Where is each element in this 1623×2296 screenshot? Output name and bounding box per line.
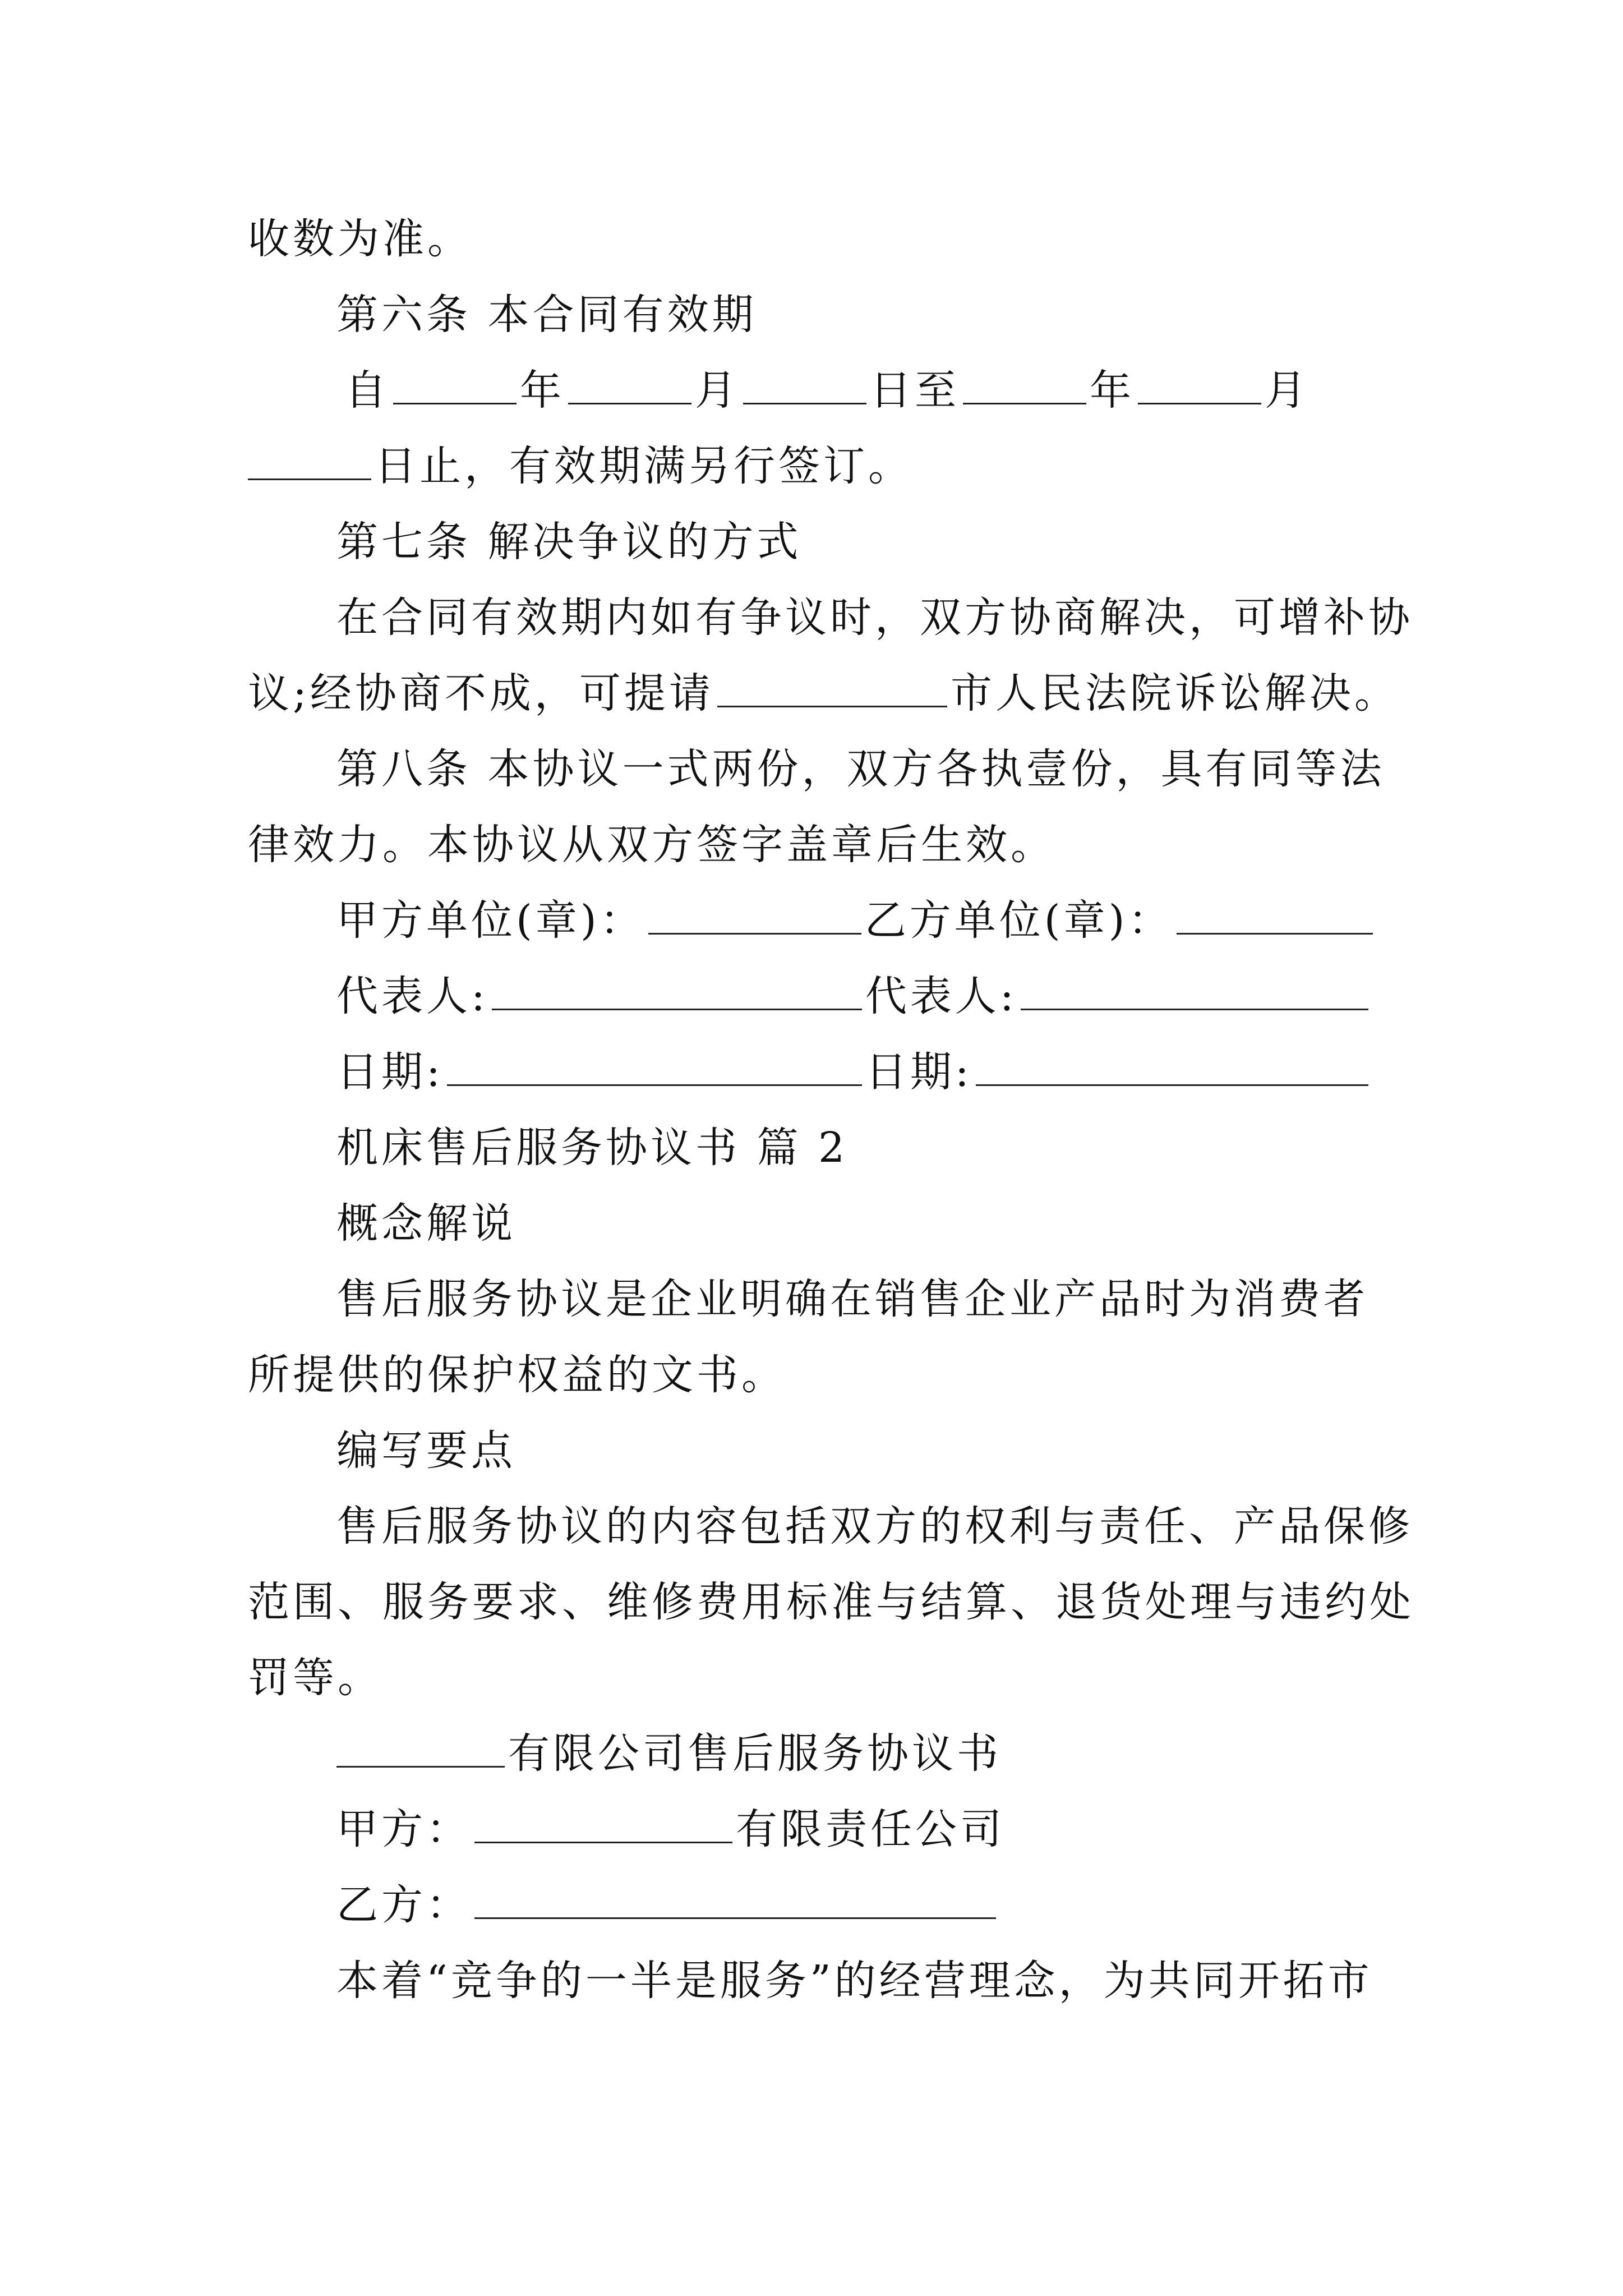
signature-line bbox=[336, 1046, 1372, 1098]
paragraph-line bbox=[248, 668, 1399, 719]
text: 范围、服务要求、维修费用标准与结算、退货处理与违约处 bbox=[248, 1578, 1414, 1626]
text: 在合同有效期内如有争议时，双方协商解决，可增补协 bbox=[336, 593, 1413, 642]
subheading bbox=[336, 1425, 516, 1476]
text: 月 bbox=[695, 366, 740, 415]
party-a-date-label: 日期: bbox=[336, 1048, 444, 1096]
text: 月 bbox=[1265, 366, 1310, 415]
text: 日止，有效期满另行签订。 bbox=[375, 442, 913, 490]
text: 概念解说 bbox=[336, 1199, 516, 1248]
text: 市人民法院诉讼解决。 bbox=[950, 669, 1399, 717]
paragraph-line bbox=[336, 1273, 1368, 1325]
party-a-representative-label: 代表人: bbox=[336, 972, 488, 1020]
paragraph-line bbox=[336, 1955, 1373, 2007]
paragraph-line bbox=[336, 592, 1413, 643]
party-line bbox=[336, 1879, 999, 1931]
paragraph-line bbox=[248, 1349, 786, 1401]
blank-line bbox=[336, 1732, 505, 1768]
text: 售后服务协议是企业明确在销售企业产品时为消费者 bbox=[336, 1275, 1368, 1323]
text: 编写要点 bbox=[336, 1427, 516, 1475]
paragraph-line bbox=[248, 440, 913, 492]
signature-line bbox=[336, 970, 1372, 1022]
blank-line bbox=[568, 369, 691, 404]
blank-line bbox=[743, 369, 866, 404]
text: 第六条 本合同有效期 bbox=[336, 291, 757, 339]
text: 售后服务协议的内容包括双方的权利与责任、产品保修 bbox=[336, 1502, 1413, 1550]
signature-line bbox=[336, 895, 1376, 946]
text: 自 bbox=[345, 366, 390, 415]
text: 议;经协商不成，可提请 bbox=[248, 669, 714, 717]
article-heading bbox=[336, 289, 757, 341]
paragraph-line bbox=[248, 213, 472, 265]
text: 罚等。 bbox=[248, 1654, 382, 1702]
subheading bbox=[336, 1198, 516, 1249]
text: 有限公司售后服务协议书 bbox=[508, 1729, 1002, 1778]
blank-line bbox=[717, 672, 947, 707]
party-a-label: 甲方： bbox=[336, 1805, 471, 1853]
text: 年 bbox=[1090, 366, 1135, 415]
party-a-unit-label: 甲方单位(章)： bbox=[336, 896, 645, 945]
section-title bbox=[336, 1122, 848, 1174]
paragraph-line bbox=[336, 1501, 1413, 1552]
blank-line bbox=[963, 369, 1086, 404]
text: 第七条 解决争议的方式 bbox=[336, 518, 802, 566]
text: 所提供的保护权益的文书。 bbox=[248, 1351, 786, 1399]
blank-line bbox=[447, 1051, 862, 1086]
blank-line bbox=[976, 1051, 1368, 1086]
blank-line bbox=[492, 975, 862, 1010]
party-b-unit-label: 乙方单位(章)： bbox=[864, 896, 1173, 945]
blank-line bbox=[1177, 899, 1373, 935]
blank-line bbox=[248, 445, 371, 480]
article-heading bbox=[336, 743, 1385, 795]
blank-line bbox=[474, 1808, 732, 1843]
blank-line bbox=[1021, 975, 1368, 1010]
article-heading bbox=[336, 516, 802, 568]
paragraph-line bbox=[345, 365, 1310, 416]
party-b-date-label: 日期: bbox=[865, 1048, 972, 1096]
text: 机床售后服务协议书 篇 2 bbox=[336, 1124, 849, 1172]
blank-line bbox=[393, 369, 517, 404]
agreement-title bbox=[336, 1728, 1002, 1779]
blank-line bbox=[474, 1884, 996, 1919]
paragraph-line bbox=[248, 1652, 382, 1704]
paragraph-line bbox=[248, 1576, 1414, 1628]
text: 收数为准。 bbox=[248, 215, 472, 263]
paragraph-line bbox=[248, 819, 1055, 871]
text: 年 bbox=[520, 366, 565, 415]
text: 第八条 本协议一式两份，双方各执壹份，具有同等法 bbox=[336, 745, 1385, 793]
text: 日至 bbox=[870, 366, 960, 415]
party-line bbox=[336, 1803, 1005, 1855]
text: 有限责任公司 bbox=[736, 1805, 1005, 1853]
blank-line bbox=[1138, 369, 1261, 404]
blank-line bbox=[648, 899, 861, 935]
text: 律效力。本协议从双方签字盖章后生效。 bbox=[248, 821, 1055, 869]
text: 本着“竞争的一半是服务”的经营理念，为共同开拓市 bbox=[336, 1957, 1373, 2005]
party-b-label: 乙方： bbox=[336, 1881, 471, 1929]
party-b-representative-label: 代表人: bbox=[865, 972, 1017, 1020]
